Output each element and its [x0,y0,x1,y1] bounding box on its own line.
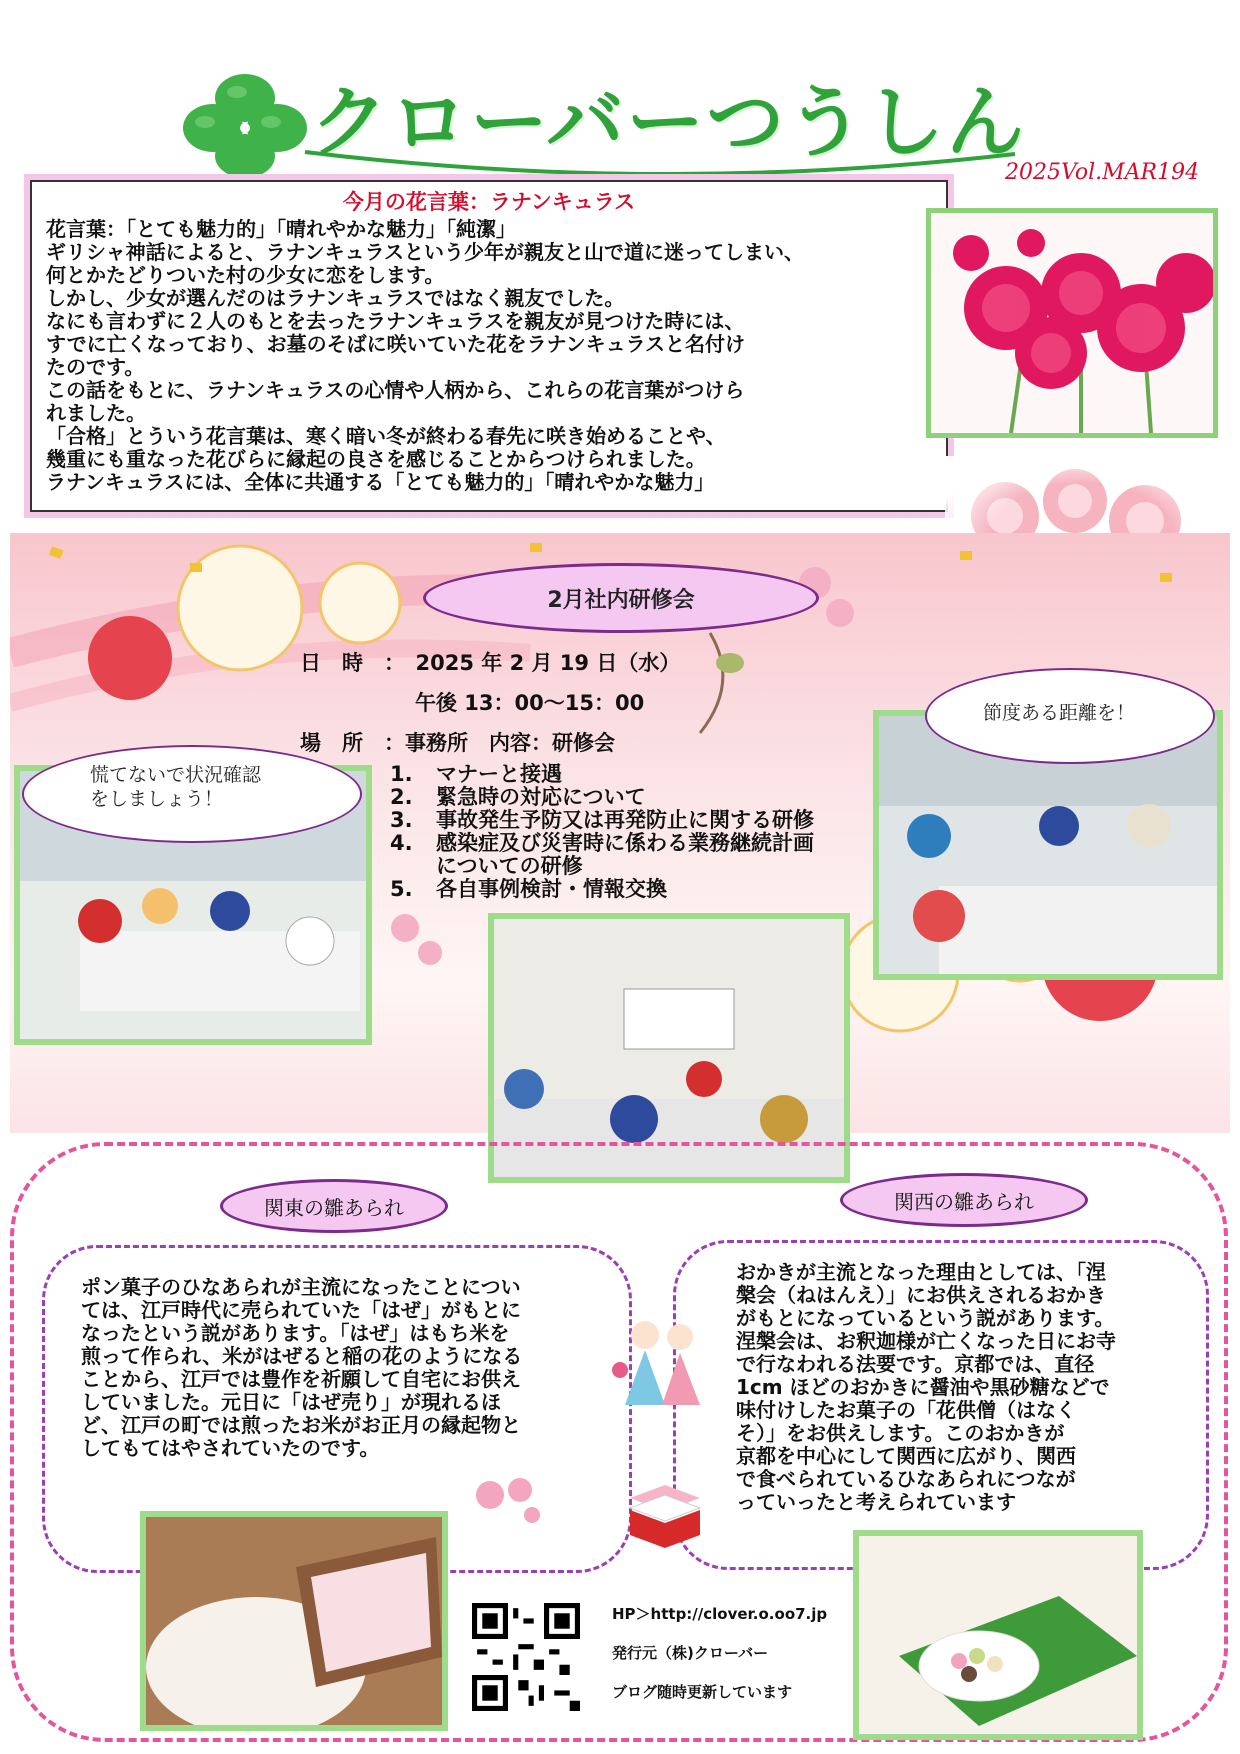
kansai-arare-tag: 関西の雛あられ [840,1173,1088,1227]
hina-doll-illustration [600,1295,720,1415]
title-swoosh [300,140,1020,180]
flower-words-line: 何とかたどりついた村の少女に恋をします。 [46,263,445,287]
agenda-item: 3. 事故発生予防又は再発防止に関する研修 [390,808,814,832]
kanto-line: ことから、江戸では豊作を祈願して自宅にお供え [81,1367,521,1391]
flower-words-line: ギリシャ神話によると、ラナンキュラスという少年が親友と山で道に迷ってしまい、 [46,240,804,264]
flower-words-line: 花言葉：「とても魅力的」「晴れやかな魅力」「純潔」 [46,217,516,241]
speech-bubble-right: 節度ある距離を！ [925,668,1215,764]
speech-bubble-left [22,745,362,843]
kanto-line: ポン菓子のひなあられが主流になったことについ [81,1275,521,1299]
volume-label: 2025Vol.MAR194 [1005,160,1200,185]
bubble-text: 慌てないで状況確認 [90,764,262,786]
kansai-line: 1cm ほどのおかきに醤油や黒砂糖などで [736,1375,1110,1399]
seminar-schedule [300,643,680,763]
flower-words-line: すでに亡くなっており、お墓のそばに咲いていた花をラナンキュラスと名付け [46,332,745,356]
kansai-line: で食べられているひなあられにつなが [736,1467,1076,1491]
kanto-line: してもてはやされていたのです。 [81,1436,380,1460]
seminar-time: 午後 13：00～15：00 [415,691,645,715]
kansai-line: 味付けしたお菓子の「花供僧（はなく [736,1398,1076,1422]
kansai-line: がもとになっているという説があります。 [736,1306,1115,1330]
flower-words-line: たのです。 [46,355,145,379]
kanto-line: 煎って作られ、米がはぜると稲の花のようになる [81,1344,523,1368]
kansai-arare-text [673,1240,1209,1570]
newsletter-title: クローバーつうしん [310,78,1027,168]
flower-words-line: 「合格」とういう花言葉は、寒く暗い冬が終わる春先に咲き始めることや、 [46,424,726,448]
bubble-text: をしましょう！ [90,788,224,810]
agenda-item: 4. 感染症及び災害時に係わる業務継続計画 [390,831,814,855]
flower-words-line: れました。 [46,401,146,425]
kansai-arare-photo [853,1530,1143,1740]
seminar-place: 場 所 ：事務所 内容：研修会 [300,731,615,755]
flower-words-box [30,180,948,512]
kanto-line: ては、江戸時代に売られていた「はぜ」がもとに [81,1298,521,1322]
seminar-title: 2月社内研修会 [423,563,819,633]
kansai-line: そ）」をお供えします。このおかきが [736,1421,1065,1445]
kansai-line: 涅槃会は、お釈迦様が亡くなった日にお寺 [736,1329,1116,1353]
flower-words-line: しかし、少女が選んだのはラナンキュラスではなく親友でした。 [46,286,625,310]
flower-words-line: なにも言わずに２人のもとを去ったラナンキュラスを親友が見つけた時には、 [46,309,745,333]
kansai-line: 槃会（ねはんえ）」にお供えされるおかき [736,1283,1106,1307]
agenda-item: についての研修 [436,854,583,878]
kanto-line: なったという説があります。「はぜ」はもち米を [81,1321,510,1345]
plum-blossom-icon [470,1470,550,1530]
flower-words-line: ラナンキュラスには、全体に共通する「とても魅力的」「晴れやかな魅力」 [46,470,715,494]
footer-info [612,1595,827,1712]
flower-words-title: 今月の花言葉：ラナンキュラス [342,190,636,214]
blog-note: ブログ随時更新しています [612,1683,793,1701]
kansai-line: っていったと考えられています [736,1490,1016,1514]
hishimochi-illustration [620,1480,710,1550]
flower-words-line: 幾重にも重なった花びらに縁起の良さを感じることからつけられました。 [46,447,706,471]
qr-code[interactable] [470,1603,582,1711]
agenda-item: 2. 緊急時の対応について [390,785,646,809]
publisher-text: 発行元（株)クローバー [612,1644,769,1662]
kanto-arare-photo [140,1511,448,1731]
kanto-line: していました。元日に「はぜ売り」が現れるほ [81,1390,501,1414]
homepage-link[interactable]: HP＞http://clover.o.oo7.jp [612,1605,828,1623]
agenda-item: 1. マナーと接遇 [390,762,562,786]
flower-words-line: この話をもとに、ラナンキュラスの心情や人柄から、これらの花言葉がつけら [46,378,745,402]
seminar-agenda [390,763,814,901]
kansai-line: 京都を中心にして関西に広がり、関西 [736,1444,1076,1468]
kanto-line: ど、江戸の町では煎ったお米がお正月の縁起物と [81,1413,521,1437]
seminar-datetime: 日 時 ： 2025 年 2 月 19 日（水） [300,651,681,675]
kanto-arare-tag: 関東の雛あられ [220,1179,448,1233]
kansai-line: で行なわれる法要です。京都では、直径 [736,1352,1095,1376]
kansai-line: おかきが主流となった理由としては、「涅 [736,1260,1106,1284]
ranunculus-photo [926,208,1218,438]
agenda-item: 5. 各自事例検討・情報交換 [390,877,667,901]
